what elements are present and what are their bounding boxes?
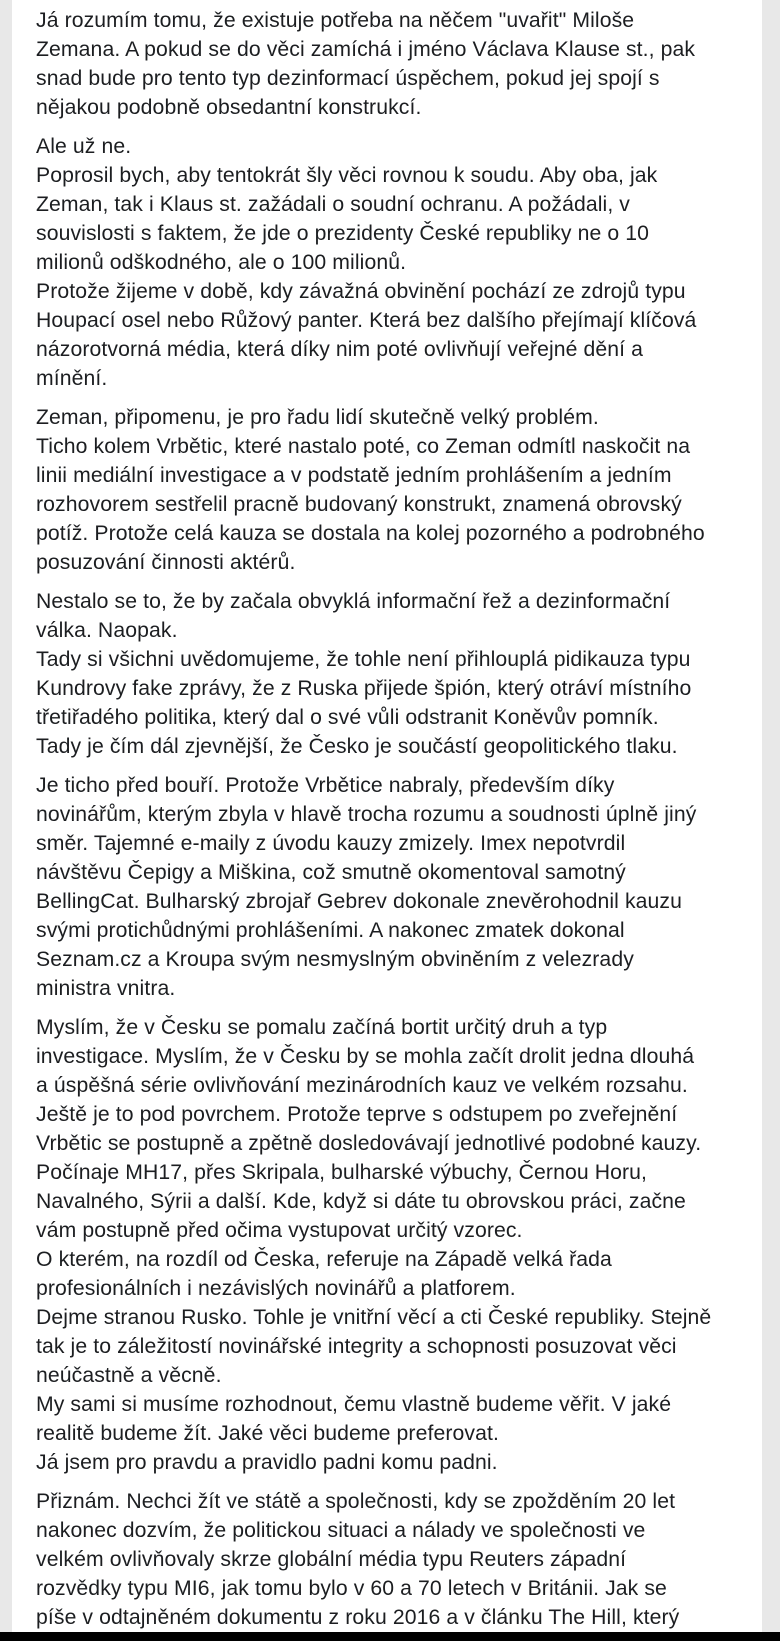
paragraph-1 bbox=[36, 6, 748, 122]
text-line: Zemana. A pokud se do věci zamíchá i jméno Václava Klause st., pak bbox=[36, 38, 696, 61]
text-line: potíž. Protože celá kauza se dostala na kolej pozorného a podrobného bbox=[36, 522, 705, 545]
text-line: Protože žijeme v době, kdy závažná obvinění pochází ze zdrojů typu bbox=[36, 280, 686, 303]
text-line: novinářům, kterým zbyla v hlavě trocha rozumu a soudnosti úplně jiný bbox=[36, 803, 697, 826]
paragraph-6 bbox=[36, 1013, 748, 1477]
text-line: Houpací osel nebo Růžový panter. Která bez dalšího přejímají klíčová bbox=[36, 309, 697, 332]
text-line: vám postupně před očima vystupovat určitý vzorec. bbox=[36, 1219, 523, 1242]
text-line: směr. Tajemné e-maily z úvodu kauzy zmizely. Imex nepotvrdil bbox=[36, 832, 626, 855]
text-line: tak je to záležitostí novinářské integrity a schopnosti posuzovat věci bbox=[36, 1335, 677, 1358]
text-line: Dejme stranou Rusko. Tohle je vnitřní věcí a cti České republiky. Stejně bbox=[36, 1306, 712, 1329]
bottom-edge-bar bbox=[0, 1632, 780, 1641]
text-line: válka. Naopak. bbox=[36, 619, 178, 642]
paragraph-3 bbox=[36, 403, 748, 577]
text-line: ministra vnitra. bbox=[36, 977, 176, 1000]
text-line: Ale už ne. bbox=[36, 135, 132, 158]
paragraph-5 bbox=[36, 771, 748, 1003]
post-body bbox=[36, 6, 748, 1641]
text-line: nakonec dozvím, že politickou situaci a nálady ve společnosti ve bbox=[36, 1519, 646, 1542]
text-line: Tady je čím dál zjevnější, že Česko je součástí geopolitického tlaku. bbox=[36, 735, 678, 758]
text-line: a úspěšná série ovlivňování mezinárodních kauz ve velkém rozsahu. bbox=[36, 1074, 688, 1097]
text-line: milionů odškodného, ale o 100 milionů. bbox=[36, 251, 407, 274]
text-line: rozhovorem sestřelil pracně budovaný konstrukt, znamená obrovský bbox=[36, 493, 682, 516]
text-line: Myslím, že v Česku se pomalu začíná bortit určitý druh a typ bbox=[36, 1016, 608, 1039]
text-line: Ticho kolem Vrbětic, které nastalo poté, co Zeman odmítl naskočit na bbox=[36, 435, 691, 458]
text-line: neúčastně a věcně. bbox=[36, 1364, 222, 1387]
text-line: mínění. bbox=[36, 367, 108, 390]
paragraph-4 bbox=[36, 587, 748, 761]
text-line: Poprosil bych, aby tentokrát šly věci rovnou k soudu. Aby oba, jak bbox=[36, 164, 658, 187]
text-line: Zeman, připomenu, je pro řadu lidí skutečně velký problém. bbox=[36, 406, 599, 429]
paragraph-7 bbox=[36, 1487, 748, 1632]
text-line: rozvědky typu MI6, jak tomu bylo v 60 a 70 letech v Británii. Jak se bbox=[36, 1577, 667, 1600]
text-line: My sami si musíme rozhodnout, čemu vlastně budeme věřit. V jaké bbox=[36, 1393, 672, 1416]
text-line: Já rozumím tomu, že existuje potřeba na něčem "uvařit" Miloše bbox=[36, 9, 635, 32]
text-line: nějakou podobně obsedantní konstrukcí. bbox=[36, 96, 422, 119]
text-line: velkém ovlivňovaly skrze globální média typu Reuters západní bbox=[36, 1548, 627, 1571]
text-line: BellingCat. Bulharský zbrojař Gebrev dokonale znevěrohodnil kauzu bbox=[36, 890, 683, 913]
text-line: Nestalo se to, že by začala obvyklá informační řež a dezinformační bbox=[36, 590, 671, 613]
text-line: Je ticho před bouří. Protože Vrbětice nabraly, především díky bbox=[36, 774, 615, 797]
text-line: návštěvu Čepigy a Miškina, což smutně okomentoval samotný bbox=[36, 861, 626, 884]
text-line: realitě budeme žít. Jaké věci budeme preferovat. bbox=[36, 1422, 499, 1445]
text-line: Počínaje MH17, přes Skripala, bulharské výbuchy, Černou Horu, bbox=[36, 1161, 648, 1184]
text-line: profesionálních i nezávislých novinářů a platforem. bbox=[36, 1277, 516, 1300]
text-line: posuzování činnosti aktérů. bbox=[36, 551, 296, 574]
text-line: Zeman, tak i Klaus st. zažádali o soudní ochranu. A požádali, v bbox=[36, 193, 631, 216]
text-line: Ještě je to pod povrchem. Protože teprve s odstupem po zveřejnění bbox=[36, 1103, 678, 1126]
text-line: Seznam.cz a Kroupa svým nesmyslným obviněním z velezrady bbox=[36, 948, 634, 971]
text-line: Já jsem pro pravdu a pravidlo padni komu padni. bbox=[36, 1451, 498, 1474]
text-line: názorotvorná média, která díky nim poté ovlivňují veřejné dění a bbox=[36, 338, 644, 361]
text-line: třetiřadého politika, který dal o své vůli odstranit Koněvův pomník. bbox=[36, 706, 659, 729]
text-line: O kterém, na rozdíl od Česka, referuje na Západě velká řada bbox=[36, 1248, 612, 1271]
text-line: snad bude pro tento typ dezinformací úspěchem, pokud jej spojí s bbox=[36, 67, 660, 90]
text-line: Přiznám. Nechci žít ve státě a společnosti, kdy se zpožděním 20 let bbox=[36, 1490, 676, 1513]
text-line: Vrbětic se postupně a zpětně dosledovávají jednotlivé podobné kauzy. bbox=[36, 1132, 702, 1155]
paragraph-2 bbox=[36, 132, 748, 393]
text-line: Kundrovy fake zprávy, že z Ruska přijede špión, který otráví místního bbox=[36, 677, 692, 700]
text-line: svými protichůdnými prohlášeními. A nakonec zmatek dokonal bbox=[36, 919, 625, 942]
text-line: linii mediální investigace a v podstatě jedním prohlášením a jedním bbox=[36, 464, 672, 487]
text-line: investigace. Myslím, že v Česku by se mohla začít drolit jedna dlouhá bbox=[36, 1045, 695, 1068]
post-page bbox=[12, 0, 762, 1641]
text-line: Tady si všichni uvědomujeme, že tohle není přihlouplá pidikauza typu bbox=[36, 648, 691, 671]
text-line: píše v odtajněném dokumentu z roku 2016 a v článku The Hill, který bbox=[36, 1606, 680, 1629]
text-line: souvislosti s faktem, že jde o prezidenty České republiky ne o 10 bbox=[36, 222, 650, 245]
text-line: Navalného, Sýrii a další. Kde, když si dáte tu obrovskou práci, začne bbox=[36, 1190, 686, 1213]
